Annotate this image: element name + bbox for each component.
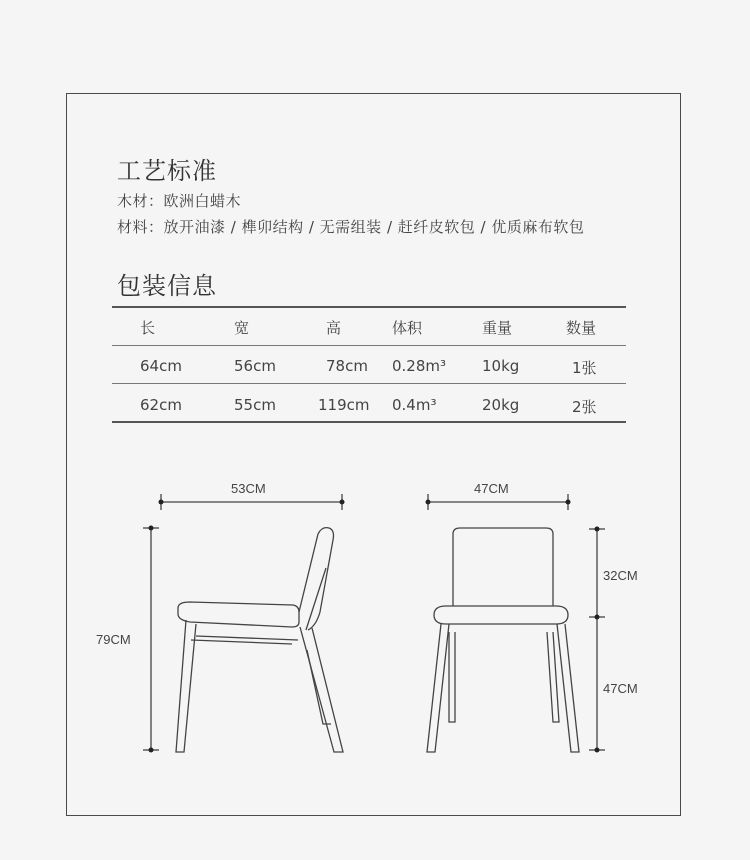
header-width: 宽: [234, 319, 250, 337]
row2-volume: 0.4m³: [392, 396, 437, 414]
side-depth-dimension-line: [161, 494, 342, 510]
header-quantity: 数量: [566, 319, 597, 337]
row2-height: 119cm: [318, 396, 370, 414]
side-depth-label: 53CM: [231, 481, 266, 496]
side-view-chair: [176, 528, 343, 752]
seat-height-label: 47CM: [603, 681, 638, 696]
row1-quantity: 1张: [572, 359, 597, 377]
header-weight: 重量: [482, 319, 513, 337]
row2-quantity: 2张: [572, 398, 597, 416]
back-height-label: 32CM: [603, 568, 638, 583]
header-volume: 体积: [392, 319, 423, 337]
header-height: 高: [326, 319, 342, 337]
front-width-label: 47CM: [474, 481, 509, 496]
header-length: 长: [140, 319, 156, 337]
packing-title: 包装信息: [117, 272, 217, 300]
material-spec: 材料：放开油漆 / 榫卯结构 / 无需组装 / 赶纤皮软包 / 优质麻布软包: [117, 218, 585, 236]
craft-title: 工艺标准: [117, 157, 217, 185]
row2-weight: 20kg: [482, 396, 520, 414]
side-height-label: 79CM: [96, 632, 131, 647]
row2-length: 62cm: [140, 396, 182, 414]
wood-spec: 木材：欧洲白蜡木: [117, 192, 242, 210]
row1-height: 78cm: [326, 357, 368, 375]
row1-width: 56cm: [234, 357, 276, 375]
row2-width: 55cm: [234, 396, 276, 414]
front-view-chair: [427, 528, 579, 752]
row1-length: 64cm: [140, 357, 182, 375]
row1-volume: 0.28m³: [392, 357, 447, 375]
side-height-dimension-line: [143, 528, 159, 750]
row1-weight: 10kg: [482, 357, 520, 375]
front-width-dimension-line: [428, 494, 568, 510]
